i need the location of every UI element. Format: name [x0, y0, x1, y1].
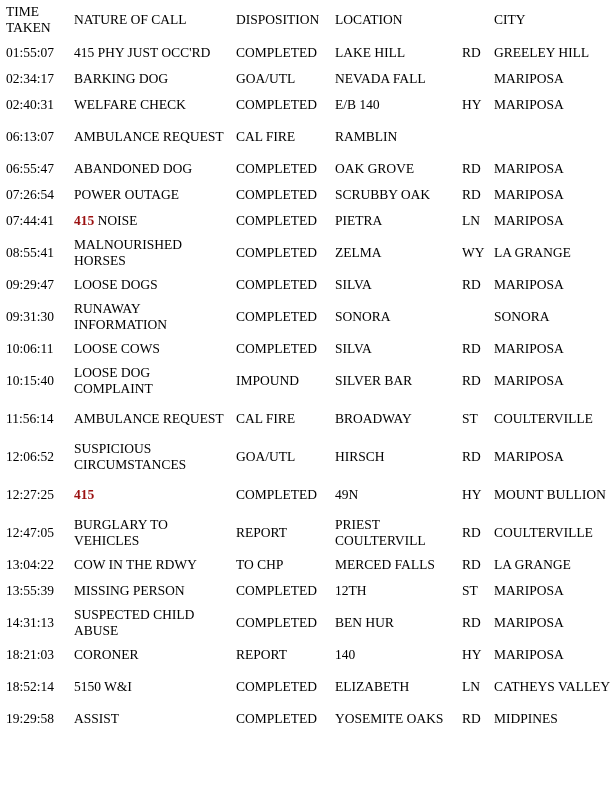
nature-text: POWER OUTAGE [74, 187, 180, 202]
cell-time: 07:26:54 [6, 187, 55, 202]
table-row [0, 552, 614, 578]
cell-suffix: RD [462, 277, 481, 292]
table-row [0, 298, 614, 336]
cell-location: OAK GROVE [335, 161, 415, 176]
cell-city: LA GRANGE [494, 245, 571, 260]
nature-text: AMBULANCE REQUEST [74, 411, 224, 426]
table-row [0, 92, 614, 118]
table-row [0, 706, 614, 732]
table-row [0, 234, 614, 272]
cell-location: PIETRA [335, 213, 383, 228]
cell-location: SILVA [335, 277, 372, 292]
cell-disposition: COMPLETED [236, 213, 317, 228]
nature-text: BARKING DOG [74, 71, 169, 86]
cell-nature [68, 208, 230, 234]
cell-disposition: COMPLETED [236, 277, 317, 292]
cell-time: 12:27:25 [6, 487, 55, 502]
cell-time: 12:47:05 [6, 525, 55, 540]
nature-text: LOOSE COWS [74, 341, 160, 356]
cell-suffix: RD [462, 449, 481, 464]
cell-suffix: RD [462, 525, 481, 540]
cell-suffix: LN [462, 213, 480, 228]
cell-disposition: COMPLETED [236, 309, 317, 324]
cell-city: MARIPOSA [494, 615, 564, 630]
cell-nature [68, 118, 230, 156]
cell-location: RAMBLIN [335, 129, 398, 144]
cell-suffix [456, 118, 488, 156]
cell-city: COULTERVILLE [494, 411, 593, 426]
nature-text: SUSPICIOUS CIRCUMSTANCES [74, 441, 187, 472]
cell-time: 07:44:41 [6, 213, 55, 228]
cell-nature [68, 40, 230, 66]
nature-text: RUNAWAY INFORMATION [74, 301, 168, 332]
table-row [0, 118, 614, 156]
cell-city: MARIPOSA [494, 341, 564, 356]
cell-city: COULTERVILLE [494, 525, 593, 540]
cell-location: NEVADA FALL [335, 71, 426, 86]
cell-city: MARIPOSA [494, 161, 564, 176]
cell-suffix: HY [462, 97, 482, 112]
cell-time: 06:55:47 [6, 161, 55, 176]
cell-suffix: RD [462, 45, 481, 60]
cell-nature [68, 66, 230, 92]
cell-disposition: GOA/UTL [236, 449, 296, 464]
table-row [0, 438, 614, 476]
cell-city: MARIPOSA [494, 277, 564, 292]
cell-city: GREELEY HILL [494, 45, 590, 60]
cell-city: MARIPOSA [494, 97, 564, 112]
cell-location: SCRUBBY OAK [335, 187, 431, 202]
cell-nature [68, 604, 230, 642]
cell-suffix [456, 66, 488, 92]
cell-nature [68, 336, 230, 362]
table-row [0, 336, 614, 362]
nature-text: NOISE [94, 213, 138, 228]
cell-location: MERCED FALLS [335, 557, 435, 572]
cell-nature [68, 92, 230, 118]
table-row [0, 66, 614, 92]
header-location: LOCATION [335, 12, 403, 27]
cell-disposition: COMPLETED [236, 97, 317, 112]
table-row [0, 578, 614, 604]
nature-text: LOOSE DOGS [74, 277, 158, 292]
cell-time: 19:29:58 [6, 711, 55, 726]
cell-nature [68, 182, 230, 208]
nature-text: MALNOURISHED HORSES [74, 237, 182, 268]
nature-text: 5150 W&I [74, 679, 132, 694]
cell-city: MARIPOSA [494, 71, 564, 86]
nature-text: MISSING PERSON [74, 583, 185, 598]
cell-location: E/B 140 [335, 97, 380, 112]
table-row [0, 156, 614, 182]
call-code: 415 [74, 213, 95, 228]
cell-location: BEN HUR [335, 615, 394, 630]
cell-city: CATHEYS VALLEY [494, 679, 611, 694]
cell-location: HIRSCH [335, 449, 385, 464]
nature-text: BURGLARY TO VEHICLES [74, 517, 168, 548]
cell-suffix: RD [462, 187, 481, 202]
cell-nature [68, 438, 230, 476]
cell-suffix: RD [462, 373, 481, 388]
cell-city: MIDPINES [494, 711, 558, 726]
table-row [0, 604, 614, 642]
cell-city: MARIPOSA [494, 213, 564, 228]
header-row [0, 0, 614, 40]
cell-disposition: REPORT [236, 647, 287, 662]
cell-location: SONORA [335, 309, 391, 324]
cell-location: BROADWAY [335, 411, 412, 426]
table-row [0, 182, 614, 208]
cell-suffix [456, 298, 488, 336]
table-row [0, 642, 614, 668]
cell-suffix: WY [462, 245, 485, 260]
cell-disposition: COMPLETED [236, 583, 317, 598]
nature-text: CORONER [74, 647, 139, 662]
cell-disposition: REPORT [236, 525, 287, 540]
cell-disposition: CAL FIRE [236, 129, 296, 144]
cell-location: ZELMA [335, 245, 382, 260]
cell-disposition: TO CHP [236, 557, 284, 572]
cell-time: 10:15:40 [6, 373, 55, 388]
table-row [0, 668, 614, 706]
table-row [0, 40, 614, 66]
cell-nature [68, 362, 230, 400]
cell-time: 13:55:39 [6, 583, 55, 598]
cell-nature [68, 400, 230, 438]
cell-nature [68, 234, 230, 272]
header-suffix [456, 0, 488, 40]
nature-text: 415 PHY JUST OCC'RD [74, 45, 211, 60]
cell-disposition: CAL FIRE [236, 411, 296, 426]
table-row [0, 476, 614, 514]
nature-text: COW IN THE RDWY [74, 557, 197, 572]
cell-nature [68, 706, 230, 732]
cell-nature [68, 476, 230, 514]
cell-time: 10:06:11 [6, 341, 54, 356]
cell-nature [68, 514, 230, 552]
cell-city: MARIPOSA [494, 583, 564, 598]
cell-disposition: COMPLETED [236, 245, 317, 260]
cell-location: SILVER BAR [335, 373, 413, 388]
table-row [0, 208, 614, 234]
cell-time: 02:34:17 [6, 71, 55, 86]
cell-time: 12:06:52 [6, 449, 55, 464]
cell-location: LAKE HILL [335, 45, 406, 60]
header-disposition: DISPOSITION [236, 12, 320, 27]
cell-suffix: RD [462, 711, 481, 726]
cell-disposition: IMPOUND [236, 373, 300, 388]
cell-location: PRIEST COULTERVILL [335, 517, 426, 548]
cell-city: MARIPOSA [494, 373, 564, 388]
table-row [0, 514, 614, 552]
cell-suffix: HY [462, 487, 482, 502]
cell-nature [68, 578, 230, 604]
cell-location: YOSEMITE OAKS [335, 711, 444, 726]
nature-text: ABANDONED DOG [74, 161, 193, 176]
cell-suffix: RD [462, 615, 481, 630]
cell-time: 18:52:14 [6, 679, 55, 694]
cell-time: 09:31:30 [6, 309, 55, 324]
cell-city: SONORA [494, 309, 550, 324]
cell-time: 01:55:07 [6, 45, 55, 60]
cell-disposition: COMPLETED [236, 711, 317, 726]
cell-time: 14:31:13 [6, 615, 55, 630]
nature-text: AMBULANCE REQUEST [74, 129, 224, 144]
cell-location: 140 [335, 647, 356, 662]
nature-text: ASSIST [74, 711, 120, 726]
cell-time: 06:13:07 [6, 129, 55, 144]
cell-disposition: COMPLETED [236, 679, 317, 694]
table-row [0, 400, 614, 438]
cell-nature [68, 156, 230, 182]
cell-city: MOUNT BULLION [494, 487, 606, 502]
call-code: 415 [74, 487, 95, 502]
cell-suffix: LN [462, 679, 480, 694]
cell-location: SILVA [335, 341, 372, 356]
cell-nature [68, 272, 230, 298]
cell-disposition: COMPLETED [236, 161, 317, 176]
cell-disposition: COMPLETED [236, 341, 317, 356]
cell-time: 18:21:03 [6, 647, 55, 662]
table-row [0, 272, 614, 298]
cell-disposition: COMPLETED [236, 615, 317, 630]
cell-city: MARIPOSA [494, 449, 564, 464]
table-row [0, 362, 614, 400]
cell-disposition: COMPLETED [236, 187, 317, 202]
cell-location: 49N [335, 487, 359, 502]
cell-nature [68, 298, 230, 336]
cell-time: 08:55:41 [6, 245, 55, 260]
cell-suffix: RD [462, 161, 481, 176]
cell-suffix: ST [462, 583, 478, 598]
cell-time: 11:56:14 [6, 411, 54, 426]
cell-nature [68, 668, 230, 706]
cell-suffix: ST [462, 411, 478, 426]
cell-suffix: RD [462, 557, 481, 572]
cell-disposition: GOA/UTL [236, 71, 296, 86]
header-city: CITY [494, 12, 526, 27]
nature-text: WELFARE CHECK [74, 97, 186, 112]
cell-nature [68, 552, 230, 578]
cell-city: LA GRANGE [494, 557, 571, 572]
cell-location: ELIZABETH [335, 679, 410, 694]
cell-time: 09:29:47 [6, 277, 55, 292]
cell-suffix: HY [462, 647, 482, 662]
cell-time: 02:40:31 [6, 97, 55, 112]
cell-city: MARIPOSA [494, 187, 564, 202]
cell-city [488, 118, 614, 156]
cell-location: 12TH [335, 583, 367, 598]
cell-suffix: RD [462, 341, 481, 356]
cell-time: 13:04:22 [6, 557, 55, 572]
cell-disposition: COMPLETED [236, 487, 317, 502]
nature-text: SUSPECTED CHILD ABUSE [74, 607, 195, 638]
cell-nature [68, 642, 230, 668]
cell-city: MARIPOSA [494, 647, 564, 662]
nature-text: LOOSE DOG COMPLAINT [74, 365, 153, 396]
header-time: TIME TAKEN [6, 4, 51, 35]
header-nature: NATURE OF CALL [74, 12, 187, 27]
cell-disposition: COMPLETED [236, 45, 317, 60]
